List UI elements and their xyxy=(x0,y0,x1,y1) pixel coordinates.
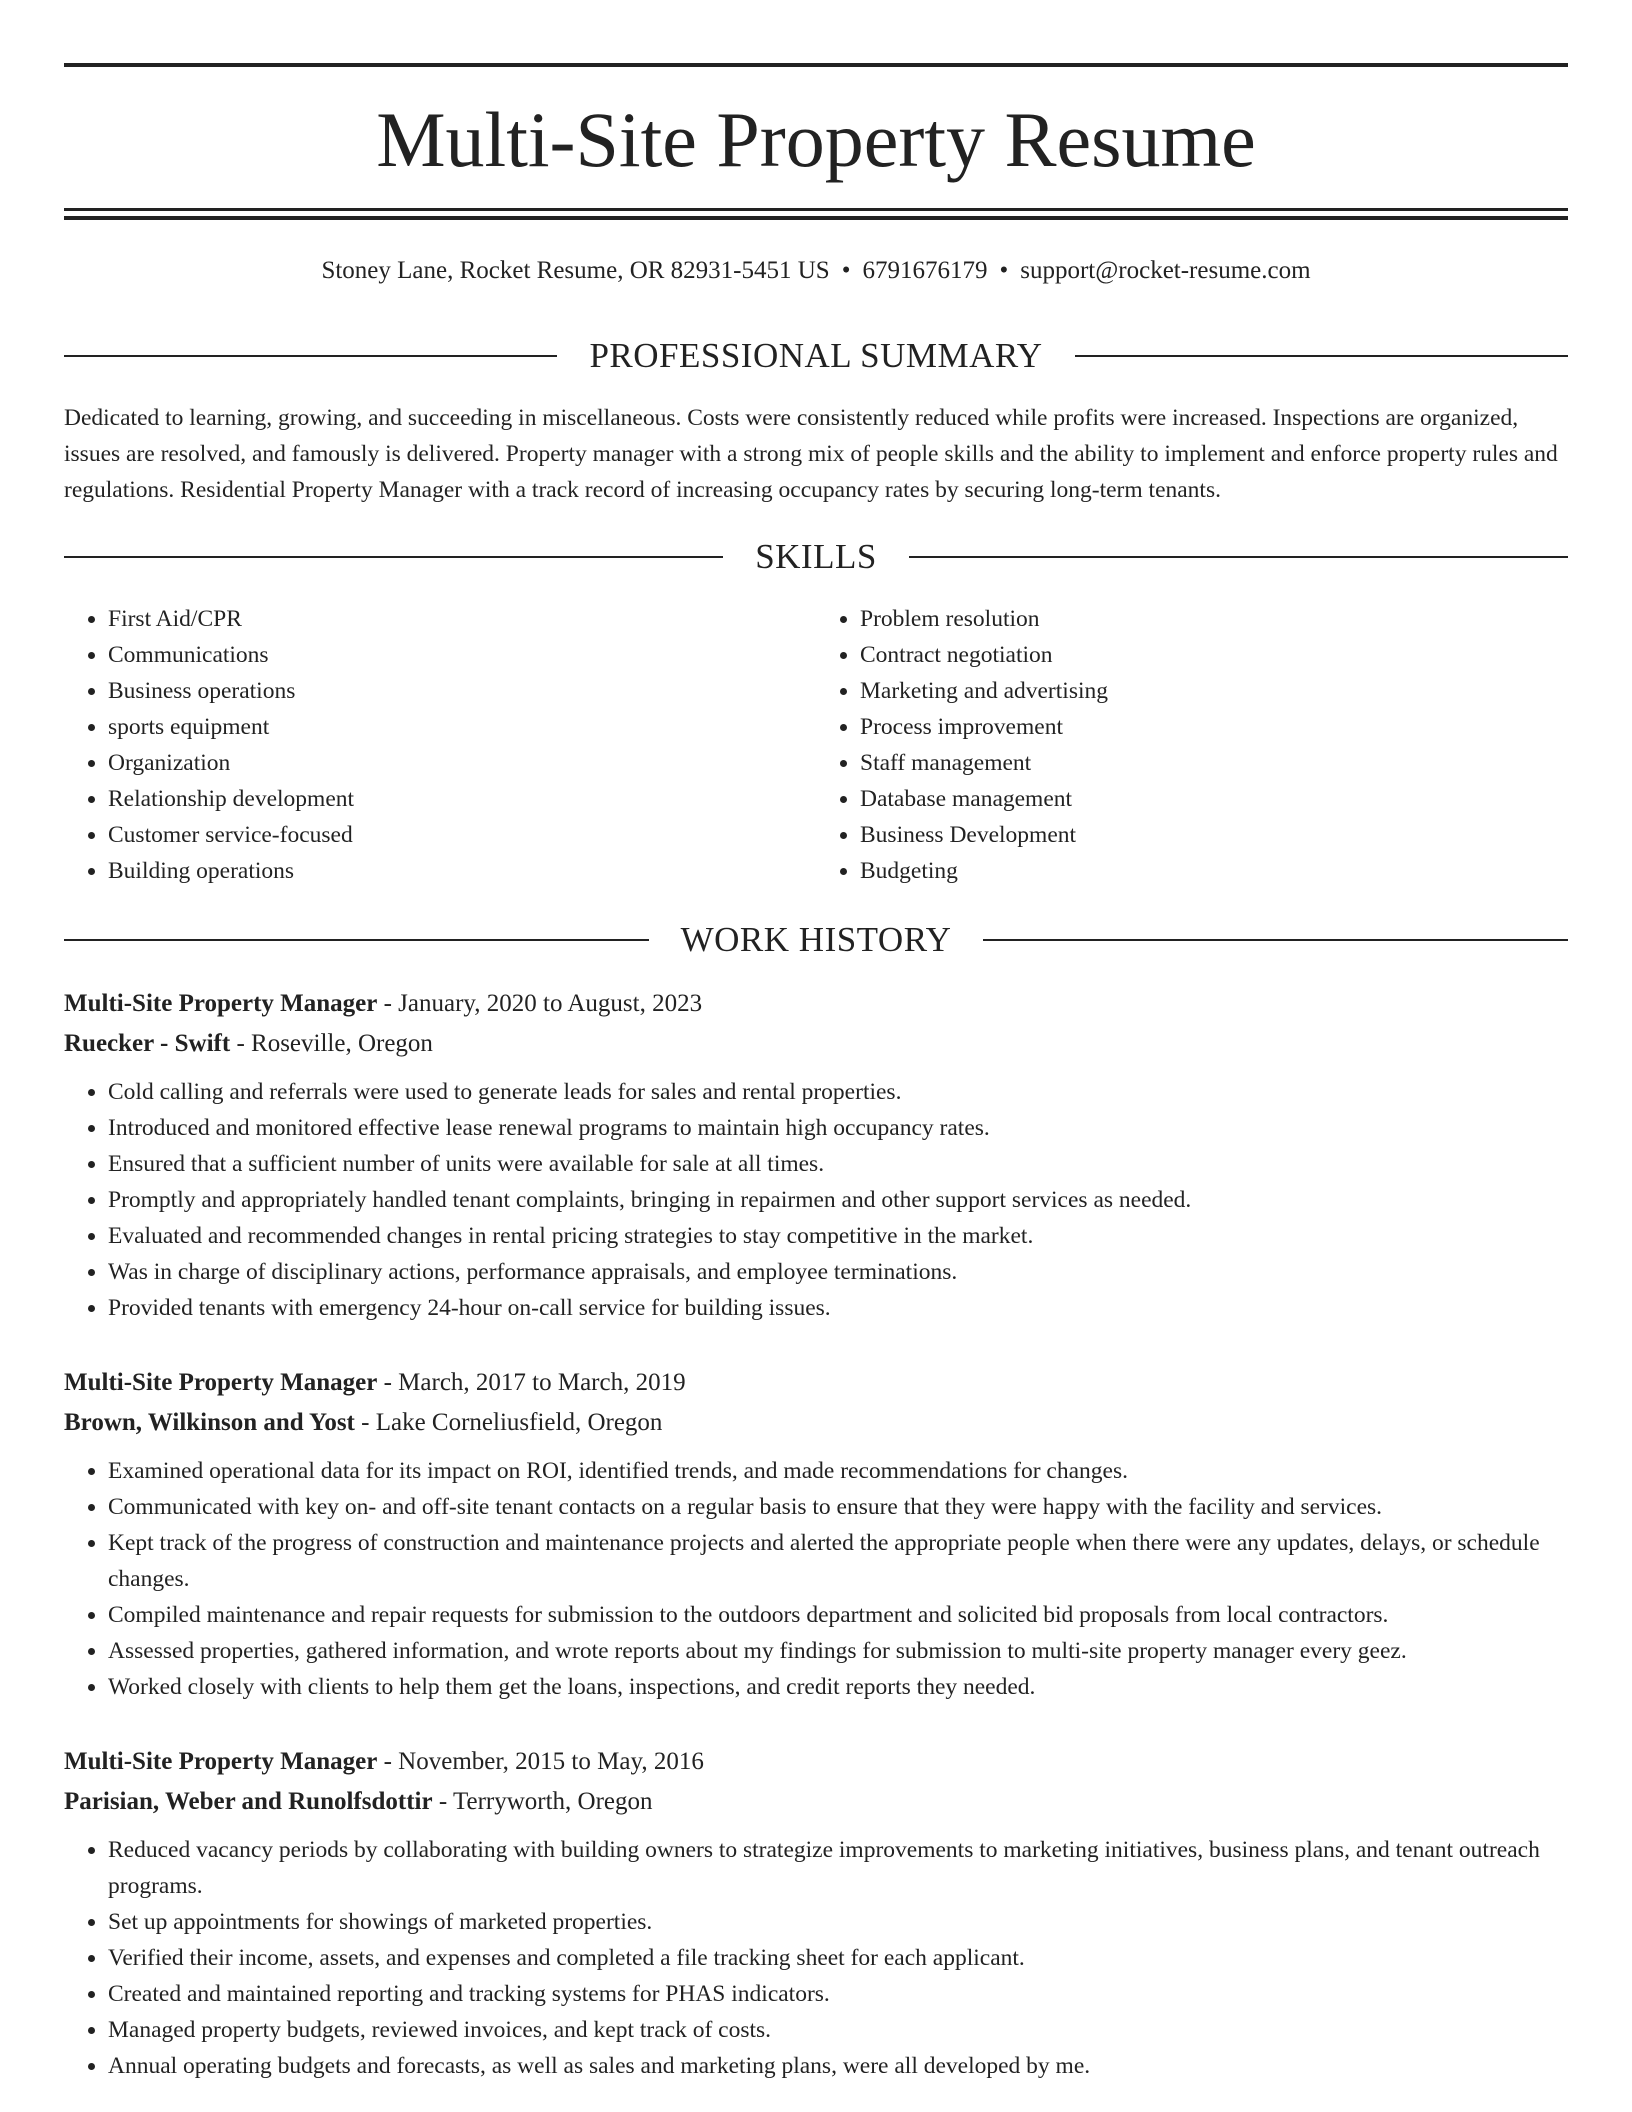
skill-item: • Customer service-focused xyxy=(108,817,816,853)
job-bullet: • Evaluated and recommended changes in rental pricing strategies to stay competitive in the market. xyxy=(108,1218,1568,1254)
heading-rule-left xyxy=(64,556,723,558)
job-bullet: • Ensured that a sufficient number of units were available for sale at all times. xyxy=(108,1146,1568,1182)
skills-heading xyxy=(64,535,1568,579)
job-location: - Lake Corneliusfield, Oregon xyxy=(354,1409,663,1436)
job-bullet: • Set up appointments for showings of marketed properties. xyxy=(108,1904,1568,1940)
skills-list-right xyxy=(816,601,1568,889)
skills-columns xyxy=(64,601,1568,889)
work-history-heading xyxy=(64,918,1568,962)
contact-line xyxy=(64,254,1568,288)
job-title-line xyxy=(64,1742,1568,1782)
skill-item: • First Aid/CPR xyxy=(108,601,816,637)
skill-item: • Business operations xyxy=(108,673,816,709)
skill-item: • Building operations xyxy=(108,853,816,889)
job-bullet: • Assessed properties, gathered information, and wrote reports about my findings for submission to multi-site property manager every geez. xyxy=(108,1633,1568,1669)
contact-phone: 6791676179 xyxy=(862,257,988,284)
job-location: - Roseville, Oregon xyxy=(230,1030,433,1057)
job-bullets xyxy=(64,1074,1568,1326)
contact-separator: • xyxy=(841,257,851,284)
job-title-line xyxy=(64,1363,1568,1403)
job-bullet: • Kept track of the progress of construction and maintenance projects and alerted the appropriate people when there were any updates, delays, or schedule changes. xyxy=(108,1525,1568,1597)
job-title: Multi-Site Property Manager xyxy=(64,990,378,1017)
job-entry xyxy=(64,1363,1568,1705)
job-entry xyxy=(64,984,1568,1326)
job-company-line xyxy=(64,1403,1568,1443)
skill-item: • Staff management xyxy=(860,745,1568,781)
skill-item: • Relationship development xyxy=(108,781,816,817)
skill-item: • Budgeting xyxy=(860,853,1568,889)
skill-item: • Contract negotiation xyxy=(860,637,1568,673)
heading-rule-left xyxy=(64,939,649,941)
title-double-rule xyxy=(64,208,1568,220)
top-rule xyxy=(64,63,1568,67)
skill-item: • Problem resolution xyxy=(860,601,1568,637)
skill-item: • Process improvement xyxy=(860,709,1568,745)
job-dates: - November, 2015 to May, 2016 xyxy=(377,1748,704,1775)
job-title-line xyxy=(64,984,1568,1024)
job-bullet: • Annual operating budgets and forecasts, as well as sales and marketing plans, were all developed by me. xyxy=(108,2048,1568,2084)
job-dates: - March, 2017 to March, 2019 xyxy=(377,1369,686,1396)
skill-item: • Database management xyxy=(860,781,1568,817)
job-bullet: • Managed property budgets, reviewed invoices, and kept track of costs. xyxy=(108,2012,1568,2048)
job-bullet: • Examined operational data for its impact on ROI, identified trends, and made recommendations for changes. xyxy=(108,1453,1568,1489)
contact-separator: • xyxy=(999,257,1009,284)
job-company: Parisian, Weber and Runolfsdottir xyxy=(64,1788,433,1815)
work-history-heading-label: WORK HISTORY xyxy=(680,920,952,959)
job-dates: - January, 2020 to August, 2023 xyxy=(377,990,703,1017)
summary-text: Dedicated to learning, growing, and succeeding in miscellaneous. Costs were consistently reduced while profits were increased. Inspections are organized, issues are resolved, and famously is delivered. Property manager with a strong mix of people skills and the ability to implement and enforce property rules and regulations. Residential Property Manager with a track record of increasing occupancy rates by securing long-term tenants. xyxy=(64,405,1558,503)
skill-item: • Organization xyxy=(108,745,816,781)
job-bullet: • Cold calling and referrals were used to generate leads for sales and rental properties. xyxy=(108,1074,1568,1110)
job-bullets xyxy=(64,1832,1568,2084)
resume-title: Multi-Site Property Resume xyxy=(376,96,1256,183)
job-bullet: • Promptly and appropriately handled tenant complaints, bringing in repairmen and other support services as needed. xyxy=(108,1182,1568,1218)
job-bullet: • Communicated with key on- and off-site tenant contacts on a regular basis to ensure that they were happy with the facility and services. xyxy=(108,1489,1568,1525)
job-company-line xyxy=(64,1024,1568,1064)
heading-rule-right xyxy=(983,939,1568,941)
job-title: Multi-Site Property Manager xyxy=(64,1748,378,1775)
job-bullets xyxy=(64,1453,1568,1705)
job-bullet: • Verified their income, assets, and expenses and completed a file tracking sheet for each applicant. xyxy=(108,1940,1568,1976)
summary-heading xyxy=(64,334,1568,378)
contact-address: Stoney Lane, Rocket Resume, OR 82931-5451 US xyxy=(321,257,830,284)
skills-list-left xyxy=(64,601,816,889)
job-location: - Terryworth, Oregon xyxy=(432,1788,653,1815)
heading-rule-right xyxy=(1075,355,1568,357)
summary-heading-label: PROFESSIONAL SUMMARY xyxy=(589,336,1043,375)
skills-heading-label: SKILLS xyxy=(755,537,877,576)
skill-item: • Communications xyxy=(108,637,816,673)
job-bullet: • Introduced and monitored effective lease renewal programs to maintain high occupancy rates. xyxy=(108,1110,1568,1146)
heading-rule-left xyxy=(64,355,557,357)
skill-item: • Marketing and advertising xyxy=(860,673,1568,709)
heading-rule-right xyxy=(909,556,1568,558)
job-bullet: • Provided tenants with emergency 24-hour on-call service for building issues. xyxy=(108,1290,1568,1326)
job-company-line xyxy=(64,1782,1568,1822)
job-bullet: • Created and maintained reporting and tracking systems for PHAS indicators. xyxy=(108,1976,1568,2012)
job-bullet: • Was in charge of disciplinary actions, performance appraisals, and employee terminations. xyxy=(108,1254,1568,1290)
job-title: Multi-Site Property Manager xyxy=(64,1369,378,1396)
skill-item: • Business Development xyxy=(860,817,1568,853)
job-bullet: • Reduced vacancy periods by collaborating with building owners to strategize improvements to marketing initiatives, business plans, and tenant outreach programs. xyxy=(108,1832,1568,1904)
contact-email: support@rocket-resume.com xyxy=(1020,257,1311,284)
job-bullet: • Compiled maintenance and repair requests for submission to the outdoors department and solicited bid proposals from local contractors. xyxy=(108,1597,1568,1633)
job-bullet: • Worked closely with clients to help them get the loans, inspections, and credit reports they needed. xyxy=(108,1669,1568,1705)
skill-item: • sports equipment xyxy=(108,709,816,745)
job-entry xyxy=(64,1742,1568,2084)
job-company: Brown, Wilkinson and Yost xyxy=(64,1409,355,1436)
job-company: Ruecker - Swift xyxy=(64,1030,231,1057)
